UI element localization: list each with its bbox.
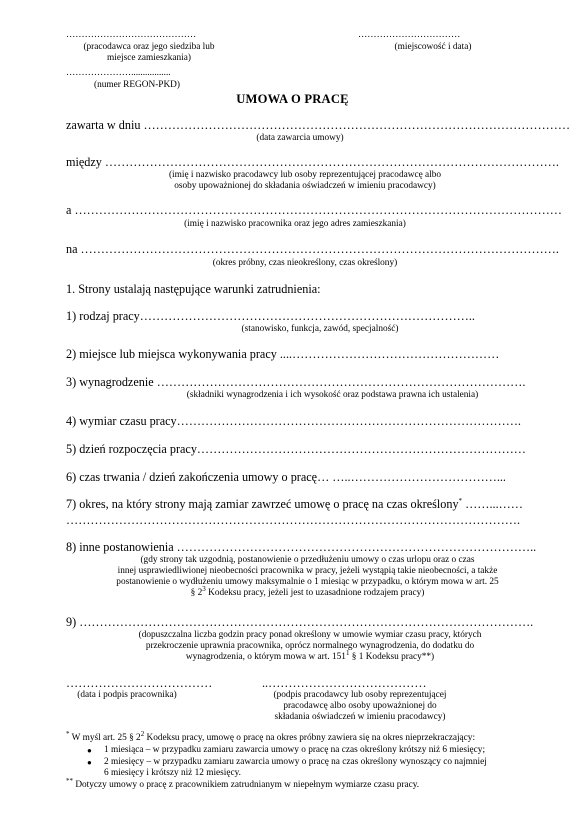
employee-signature-field[interactable]: ……………………………… bbox=[66, 676, 213, 690]
employee-caption: (imię i nazwisko pracownika oraz jego adres zamieszkania) bbox=[184, 219, 406, 229]
item-4-working-time[interactable]: 4) wymiar czasu pracy…………………………………………………………………………. bbox=[66, 414, 521, 428]
item-9-caption-l3b: § 1 Kodeksu pracy**) bbox=[349, 652, 435, 662]
footnote-2-mark: ** bbox=[66, 776, 73, 785]
item-7-footnote-mark: * bbox=[458, 496, 463, 505]
item-8-caption-line-1: (gdy strony tak uzgodnią, postanowienie o przedłużeniu umowy o czas urlopu oraz o czas bbox=[140, 555, 475, 565]
miedzy-caption-line-1: (imię i nazwisko pracodawcy lub osoby reprezentującej pracodawcę albo bbox=[168, 170, 442, 180]
place-date-caption: (miejscowość i data) bbox=[394, 42, 472, 52]
item-9-caption-line-3 bbox=[110, 648, 510, 663]
item-8-caption-line-4 bbox=[85, 584, 530, 599]
bullet-1-icon: ● bbox=[87, 746, 92, 755]
item-5-start-date[interactable]: 5) dzień rozpoczęcia pracy……………………………………………………………………… bbox=[66, 442, 526, 456]
item-7-text: 7) okres, na który strony mają zamiar zawrzeć umowę o pracę na czas określony bbox=[66, 497, 459, 511]
item-9-caption-line-2: przekroczenie uprawnia pracownika, oprócz normalnego wynagrodzenia, do dodatku do bbox=[145, 641, 475, 651]
zawarta-caption: (data zawarcia umowy) bbox=[256, 133, 344, 143]
footnote-1 bbox=[66, 729, 476, 744]
footnote-1-bullet-2-line-2: 6 miesięcy i krótszy niż 12 miesięcy. bbox=[104, 768, 242, 778]
employer-caption-line-1: (pracodawca oraz jego siedziba lub bbox=[83, 42, 215, 52]
bullet-2-icon: ● bbox=[87, 758, 92, 767]
item-8-other-provisions[interactable]: 8) inne postanowienia …………………………………………………………………………….. bbox=[66, 540, 537, 554]
item-1-caption: (stanowisko, funkcja, zawód, specjalność) bbox=[241, 324, 399, 334]
item-8-caption-l4sup: 3 bbox=[202, 584, 206, 593]
footnote-1-bullet-2-line-1: 2 miesięcy – w przypadku zamiaru zawarcia umowy o pracę na czas określony wynoszący co najmniej bbox=[104, 757, 487, 767]
item-9-caption-l3sup: 1 bbox=[345, 648, 350, 657]
employee-signature-caption: (data i podpis pracownika) bbox=[77, 690, 177, 700]
item-7-dots: ……...…… bbox=[462, 497, 523, 511]
item-2-workplace[interactable]: 2) miejsce lub miejsca wykonywania pracy ....…………………………………………… bbox=[66, 347, 500, 361]
employer-signature-caption-line-1: (podpis pracodawcy lub osoby reprezentującej bbox=[273, 690, 447, 700]
item-3-caption: (składniki wynagrodzenia i ich wysokość oraz podstawa prawna ich ustalenia) bbox=[186, 390, 479, 400]
place-date-dots: …………………………… bbox=[358, 30, 461, 40]
miedzy-caption-line-2: osoby upoważnionej do składania oświadczeń w imieniu pracodawcy) bbox=[174, 181, 436, 191]
employer-caption-line-2: miejsce zamieszkania) bbox=[107, 53, 191, 63]
footnote-1-bullet-1: 1 miesiąca – w przypadku zamiaru zawarcia umowy o pracę na czas określony krótszy niż 6 miesięcy; bbox=[104, 745, 486, 755]
section-1-heading: 1. Strony ustalają następujące warunki zatrudnienia: bbox=[66, 282, 321, 296]
item-6-duration[interactable]: 6) czas trwania / dzień zakończenia umowy o pracę… …..………………………………... bbox=[66, 470, 506, 484]
footnote-2 bbox=[66, 776, 420, 791]
employer-signature-caption-line-2: pracodawcę albo osoby upoważnionej do bbox=[283, 701, 437, 711]
employee-field[interactable]: a ………………………………………………………………………………………………………… bbox=[66, 203, 562, 217]
regon-dots: …………………................. bbox=[66, 68, 171, 78]
footnote-2-text: Dotyczy umowy o pracę z pracownikiem zatrudnianym w niepełnym wymiarze czasu pracy. bbox=[73, 780, 420, 790]
item-7-fixed-term[interactable] bbox=[66, 497, 523, 511]
footnote-1-sup: 2 bbox=[140, 729, 145, 738]
footnote-1-text-b: Kodeksu pracy, umowę o pracę na okres próbny zawiera się na okres nieprzekraczający: bbox=[144, 733, 476, 743]
item-8-caption-line-2: innej usprawiedliwionej nieobecności pracownika w pracy, jeżeli wystąpią takie nieobecności, a także bbox=[117, 566, 498, 576]
employer-signature-caption-line-3: składania oświadczeń w imieniu pracodawcy) bbox=[274, 712, 446, 722]
item-7-field-line-2[interactable]: …………………………………………………………………………………………………. bbox=[66, 513, 520, 527]
item-8-caption-l4a: § 2 bbox=[190, 588, 203, 598]
regon-caption: (numer REGON-PKD) bbox=[94, 80, 180, 90]
item-9-caption-line-1: (dopuszczalna liczba godzin pracy ponad określony w umowie wymiar czasu pracy, których bbox=[138, 630, 482, 640]
employer-dots: …………………………………… bbox=[66, 30, 197, 40]
zawarta-field[interactable]: zawarta w dniu …………………………………………………………………………………………… bbox=[66, 118, 571, 132]
item-3-salary[interactable]: 3) wynagrodzenie ………………………………………………………………………………. bbox=[66, 375, 526, 389]
item-8-caption-l4b: Kodeksu pracy, jeżeli jest to uzasadnione rodzajem pracy) bbox=[205, 588, 425, 598]
document-title: UMOWA O PRACĘ bbox=[236, 92, 349, 106]
miedzy-field[interactable]: między …………………………………………………………………………………………………. bbox=[66, 155, 559, 169]
footnote-1-mark: * bbox=[66, 729, 70, 738]
item-9-caption-l3a: wynagrodzenia, o którym mowa w art. 151 bbox=[185, 652, 346, 662]
item-9-overtime[interactable]: 9) …………………………………………………………………………………………………. bbox=[66, 615, 534, 629]
footnote-1-text-a: W myśl art. 25 § 2 bbox=[69, 733, 141, 743]
item-8-caption-line-3: postanowienie o wydłużeniu umowy maksymalnie o 1 miesiąc w przypadku, o którym mowa w art. 25 bbox=[116, 577, 499, 587]
item-1-type-of-work[interactable]: 1) rodzaj pracy……………………………………………………………………….. bbox=[66, 309, 475, 323]
employer-signature-field[interactable]: ..………………………………… bbox=[262, 676, 427, 690]
contract-type-caption: (okres próbny, czas nieokreślony, czas określony) bbox=[212, 258, 398, 268]
contract-type-field[interactable]: na ………………………………………………………………………………………………………. bbox=[66, 242, 559, 256]
